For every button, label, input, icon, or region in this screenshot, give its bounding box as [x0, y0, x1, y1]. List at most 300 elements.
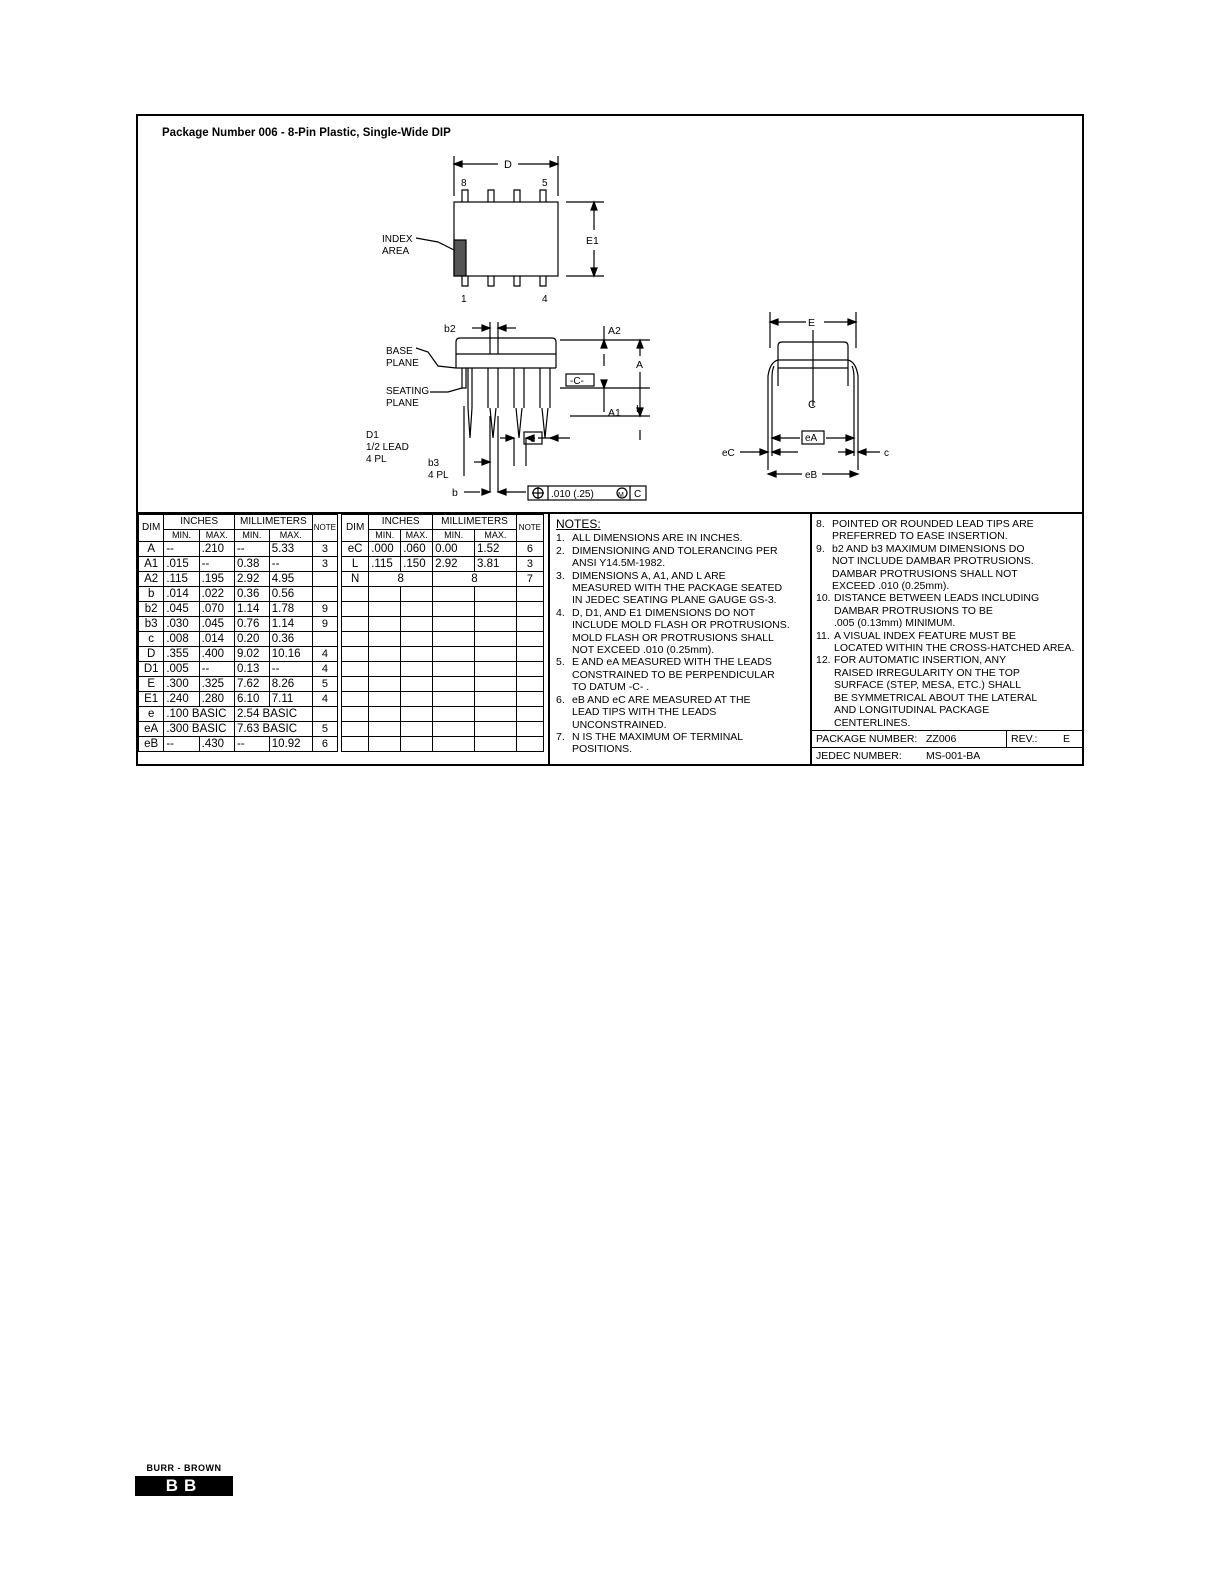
note-number: 3. — [556, 569, 565, 582]
table-row — [342, 662, 544, 677]
dim-header: DIM — [139, 515, 164, 542]
table-row — [342, 722, 544, 737]
inches-min-cell: .000 — [369, 542, 401, 557]
note-cell: 5 — [312, 677, 337, 692]
empty-cell — [401, 632, 433, 647]
empty-cell — [369, 707, 401, 722]
dim-cell: b3 — [139, 617, 164, 632]
table-row — [139, 662, 338, 677]
empty-cell — [433, 617, 475, 632]
mm-min-cell: -- — [234, 737, 269, 752]
mm-min-cell: -- — [234, 542, 269, 557]
note-text: A VISUAL INDEX FEATURE MUST BE LOCATED WITHIN THE CROSS-HATCHED AREA. — [834, 629, 1075, 655]
empty-cell — [433, 677, 475, 692]
empty-cell — [401, 722, 433, 737]
table-row — [342, 572, 544, 587]
inches-max-cell: .070 — [199, 602, 234, 617]
table-row — [342, 557, 544, 572]
dim-cell: A1 — [139, 557, 164, 572]
dim-header: DIM — [342, 515, 369, 542]
note-text: FOR AUTOMATIC INSERTION, ANY RAISED IRREGULARITY ON THE TOP SURFACE (STEP, MESA, ETC.) SHALL BE SYMMETRICAL ABOUT THE LATERAL AND LONGITUDINAL PACKAGE CENTERLINES. — [834, 654, 1038, 729]
label-d1-line1: D1 — [366, 430, 379, 441]
empty-cell — [475, 722, 517, 737]
note-text: ALL DIMENSIONS ARE IN INCHES. — [572, 532, 743, 545]
label-pin8: 8 — [461, 178, 467, 189]
label-e: E — [808, 317, 816, 329]
note-number: 2. — [556, 544, 565, 557]
dimension-table-left — [138, 514, 338, 752]
dim-cell: A2 — [139, 572, 164, 587]
inches-max-cell: .014 — [199, 632, 234, 647]
empty-cell — [475, 692, 517, 707]
mm-basic-cell: 7.63 BASIC — [234, 722, 312, 737]
note-cell — [312, 632, 337, 647]
empty-cell — [433, 707, 475, 722]
empty-cell — [342, 617, 369, 632]
note-cell: 4 — [312, 647, 337, 662]
note-number: 10. — [816, 592, 831, 605]
note-number: 6. — [556, 693, 565, 706]
inches-min-cell: .355 — [164, 647, 199, 662]
label-b2: b2 — [444, 323, 456, 335]
inches-max-cell: .325 — [199, 677, 234, 692]
mm-max-cell: 1.14 — [269, 617, 312, 632]
empty-cell — [516, 737, 543, 752]
note-item — [816, 518, 1082, 543]
empty-cell — [342, 692, 369, 707]
note-text: N IS THE MAXIMUM OF TERMINAL POSITIONS. — [572, 730, 744, 756]
table-row — [342, 617, 544, 632]
dim-cell: D — [139, 647, 164, 662]
empty-cell — [401, 662, 433, 677]
note-cell: 5 — [312, 722, 337, 737]
empty-cell — [516, 647, 543, 662]
empty-cell — [401, 617, 433, 632]
inches-min-cell: .008 — [164, 632, 199, 647]
table-row — [342, 737, 544, 752]
label-centerline: C — [808, 399, 816, 411]
inches-max-cell: .045 — [199, 617, 234, 632]
inches-max-cell: -- — [199, 557, 234, 572]
note-item — [556, 570, 810, 607]
lead-3 — [514, 368, 524, 438]
table-row — [342, 602, 544, 617]
label-c: c — [884, 448, 889, 459]
empty-cell — [369, 692, 401, 707]
note-item — [816, 654, 1082, 728]
mm-min-cell: 9.02 — [234, 647, 269, 662]
note-cell — [312, 707, 337, 722]
dimension-table-right — [341, 514, 544, 752]
empty-cell — [369, 647, 401, 662]
package-number-value: ZZ006 — [926, 733, 957, 745]
inches-max-cell: .150 — [401, 557, 433, 572]
label-datum-c: -C- — [570, 376, 584, 387]
dim-cell: e — [139, 707, 164, 722]
mm-min-cell: 0.13 — [234, 662, 269, 677]
note-item — [556, 694, 810, 731]
mm-min-cell: 6.10 — [234, 692, 269, 707]
table-row — [342, 587, 544, 602]
table-row — [139, 737, 338, 752]
table-row — [342, 692, 544, 707]
mm-min-cell: 0.00 — [433, 542, 475, 557]
note-item — [556, 656, 810, 693]
mm-max-cell: -- — [269, 662, 312, 677]
note-cell: 9 — [312, 617, 337, 632]
empty-cell — [369, 662, 401, 677]
logo-brand-text: BURR - BROWN — [146, 1463, 222, 1473]
empty-cell — [475, 632, 517, 647]
mm-max-cell: 10.16 — [269, 647, 312, 662]
empty-cell — [516, 617, 543, 632]
empty-cell — [342, 707, 369, 722]
empty-cell — [516, 632, 543, 647]
label-d: D — [504, 159, 512, 171]
label-e1: E1 — [586, 235, 599, 247]
label-tolerance: .010 (.25) — [551, 489, 594, 500]
note-cell — [312, 572, 337, 587]
empty-cell — [475, 647, 517, 662]
table-row — [139, 647, 338, 662]
side-view-body — [456, 338, 556, 354]
millimeters-header: MILLIMETERS — [433, 515, 517, 530]
mm-min-header: MIN. — [433, 530, 475, 542]
note-number: 12. — [816, 654, 831, 667]
empty-cell — [369, 617, 401, 632]
label-pin4: 4 — [542, 294, 548, 305]
empty-cell — [401, 647, 433, 662]
label-e-pitch: e — [530, 434, 536, 445]
inches-min-cell: .005 — [164, 662, 199, 677]
inches-min-header: MIN. — [164, 530, 199, 542]
end-view — [740, 312, 880, 477]
mm-max-cell: 0.36 — [269, 632, 312, 647]
note-number: 8. — [816, 518, 825, 530]
label-l: L — [636, 403, 642, 415]
note-number: 1. — [556, 532, 565, 545]
label-d1-line2: 1/2 LEAD — [366, 442, 409, 453]
dimension-section — [138, 512, 1082, 766]
inches-min-cell: -- — [164, 542, 199, 557]
table-row — [139, 677, 338, 692]
empty-cell — [433, 692, 475, 707]
dim-cell: eC — [342, 542, 369, 557]
top-view — [416, 156, 604, 286]
note-text: E AND eA MEASURED WITH THE LEADS CONSTRAINED TO BE PERPENDICULAR TO DATUM -C- . — [572, 656, 775, 694]
table-row — [342, 707, 544, 722]
inches-min-cell: .240 — [164, 692, 199, 707]
table-row — [139, 602, 338, 617]
inches-max-cell: .280 — [199, 692, 234, 707]
inches-max-cell: .430 — [199, 737, 234, 752]
inches-min-cell: .015 — [164, 557, 199, 572]
dim-cell: A — [139, 542, 164, 557]
table-row — [139, 692, 338, 707]
label-seating-plane-line2: PLANE — [386, 398, 419, 409]
mm-min-cell: 2.92 — [234, 572, 269, 587]
empty-cell — [433, 737, 475, 752]
label-b3-line1: b3 — [428, 458, 440, 469]
empty-cell — [433, 587, 475, 602]
label-base-plane-line1: BASE — [386, 346, 413, 357]
label-ea: eA — [805, 433, 818, 444]
note-cell: 3 — [312, 542, 337, 557]
millimeters-header: MILLIMETERS — [234, 515, 312, 530]
note-text: DISTANCE BETWEEN LEADS INCLUDING DAMBAR PROTRUSIONS TO BE .005 (0.13mm) MINIMUM. — [834, 592, 1040, 630]
package-outline-drawing — [138, 116, 1082, 514]
note-cell — [312, 587, 337, 602]
empty-cell — [516, 587, 543, 602]
table-row — [139, 707, 338, 722]
note-cell: 4 — [312, 692, 337, 707]
inches-max-cell: .060 — [401, 542, 433, 557]
dim-cell: eB — [139, 737, 164, 752]
mm-min-cell: 0.36 — [234, 587, 269, 602]
inches-max-cell: .210 — [199, 542, 234, 557]
label-a1: A1 — [608, 407, 621, 419]
dim-cell: b2 — [139, 602, 164, 617]
empty-cell — [516, 602, 543, 617]
note-number: 7. — [556, 730, 565, 743]
empty-cell — [475, 602, 517, 617]
empty-cell — [369, 632, 401, 647]
empty-cell — [342, 632, 369, 647]
label-eb: eB — [805, 470, 818, 481]
label-base-plane-line2: PLANE — [386, 358, 419, 369]
empty-cell — [369, 602, 401, 617]
dim-cell: D1 — [139, 662, 164, 677]
note-number: 9. — [816, 542, 825, 555]
note-cell: 6 — [516, 542, 543, 557]
note-text: D, D1, AND E1 DIMENSIONS DO NOT INCLUDE MOLD FLASH OR PROTRUSIONS. MOLD FLASH OR PROTRUSIONS SHALL NOT EXCEED .010 (0.25mm). — [572, 606, 790, 657]
empty-cell — [401, 587, 433, 602]
inches-min-cell: .300 — [164, 677, 199, 692]
inches-header: INCHES — [164, 515, 235, 530]
empty-cell — [401, 707, 433, 722]
empty-cell — [433, 632, 475, 647]
note-number: 4. — [556, 606, 565, 619]
inches-min-cell: .014 — [164, 587, 199, 602]
note-cell: 4 — [312, 662, 337, 677]
inches-min-cell: -- — [164, 737, 199, 752]
revision-label: REV.: — [1006, 731, 1051, 747]
table-row — [139, 722, 338, 737]
dim-cell: E1 — [139, 692, 164, 707]
mm-max-header: MAX. — [475, 530, 517, 542]
dim-cell: N — [342, 572, 369, 587]
notes-list — [556, 532, 810, 755]
mm-min-cell: 0.20 — [234, 632, 269, 647]
mm-max-cell: 0.56 — [269, 587, 312, 602]
mm-min-cell: 1.14 — [234, 602, 269, 617]
dim-cell: eA — [139, 722, 164, 737]
note-number: 11. — [816, 629, 830, 642]
empty-cell — [433, 722, 475, 737]
inches-header: INCHES — [369, 515, 433, 530]
label-b: b — [452, 487, 458, 499]
label-tolerance-m: M — [618, 492, 624, 499]
empty-cell — [369, 737, 401, 752]
drawing-title: Package Number 006 - 8-Pin Plastic, Single-Wide DIP — [162, 127, 451, 139]
label-d1-line3: 4 PL — [366, 454, 387, 465]
mm-max-cell: -- — [269, 557, 312, 572]
table-row — [342, 542, 544, 557]
note-cell: 3 — [516, 557, 543, 572]
inches-max-header: MAX. — [199, 530, 234, 542]
package-drawing-sheet — [136, 114, 1084, 766]
dim-cell: E — [139, 677, 164, 692]
empty-cell — [342, 737, 369, 752]
mm-max-cell: 4.95 — [269, 572, 312, 587]
mm-min-header: MIN. — [234, 530, 269, 542]
logo-mark: BB — [135, 1476, 233, 1496]
label-pin1: 1 — [461, 294, 467, 305]
empty-cell — [342, 677, 369, 692]
empty-cell — [433, 647, 475, 662]
inches-min-cell: .115 — [369, 557, 401, 572]
inches-max-cell: -- — [199, 662, 234, 677]
table-row — [342, 632, 544, 647]
empty-cell — [516, 677, 543, 692]
jedec-number-label: JEDEC NUMBER: — [816, 750, 902, 762]
empty-cell — [369, 677, 401, 692]
mm-min-cell: 0.38 — [234, 557, 269, 572]
note-item — [556, 532, 810, 544]
empty-cell — [342, 722, 369, 737]
note-item — [816, 543, 1082, 593]
empty-cell — [475, 677, 517, 692]
dim-cell: L — [342, 557, 369, 572]
notes-continued-panel — [812, 514, 1082, 766]
inches-min-cell: .030 — [164, 617, 199, 632]
inches-min-cell: .045 — [164, 602, 199, 617]
note-item — [556, 607, 810, 657]
inches-min-header: MIN. — [369, 530, 401, 542]
inches-max-cell: .022 — [199, 587, 234, 602]
note-cell: 7 — [516, 572, 543, 587]
inches-span-cell: 8 — [369, 572, 433, 587]
empty-cell — [516, 662, 543, 677]
label-seating-plane-line1: SEATING — [386, 386, 430, 397]
mm-max-cell: 8.26 — [269, 677, 312, 692]
revision-value: E — [1062, 733, 1070, 745]
burr-brown-logo — [135, 1463, 233, 1497]
label-a2: A2 — [608, 325, 621, 337]
inches-basic-cell: .300 BASIC — [164, 722, 235, 737]
empty-cell — [475, 662, 517, 677]
notes-panel — [548, 514, 812, 766]
label-index-area-line1: INDEX — [382, 234, 413, 245]
label-b3-line2: 4 PL — [428, 470, 449, 481]
mm-max-cell: 5.33 — [269, 542, 312, 557]
inches-max-header: MAX. — [401, 530, 433, 542]
note-text: DIMENSIONS A, A1, AND L ARE MEASURED WITH THE PACKAGE SEATED IN JEDEC SEATING PLANE GAUGE GS-3. — [572, 569, 783, 607]
mm-max-cell: 1.78 — [269, 602, 312, 617]
note-item — [556, 545, 810, 570]
empty-cell — [401, 737, 433, 752]
note-item — [556, 731, 810, 756]
package-info-box — [812, 730, 1082, 766]
table-row — [139, 572, 338, 587]
mm-max-header: MAX. — [269, 530, 312, 542]
table-row — [342, 647, 544, 662]
note-cell: 3 — [312, 557, 337, 572]
empty-cell — [516, 692, 543, 707]
empty-cell — [401, 677, 433, 692]
index-area-hatch — [454, 240, 466, 276]
inches-min-cell: .115 — [164, 572, 199, 587]
empty-cell — [475, 587, 517, 602]
top-view-body — [454, 202, 558, 276]
empty-cell — [342, 662, 369, 677]
empty-cell — [369, 587, 401, 602]
note-number: 5. — [556, 656, 565, 669]
table-row — [342, 677, 544, 692]
package-number-label: PACKAGE NUMBER: — [816, 733, 918, 745]
empty-cell — [475, 707, 517, 722]
dim-cell: c — [139, 632, 164, 647]
empty-cell — [433, 662, 475, 677]
label-ec: eC — [722, 448, 735, 459]
empty-cell — [433, 602, 475, 617]
note-cell: 9 — [312, 602, 337, 617]
note-cell: 6 — [312, 737, 337, 752]
mm-max-cell: 3.81 — [475, 557, 517, 572]
empty-cell — [401, 602, 433, 617]
note-text: DIMENSIONING AND TOLERANCING PER ANSI Y14.5M-1982. — [572, 544, 778, 570]
inches-max-cell: .400 — [199, 647, 234, 662]
label-a: A — [636, 359, 644, 371]
mm-max-cell: 10.92 — [269, 737, 312, 752]
empty-cell — [475, 737, 517, 752]
empty-cell — [342, 602, 369, 617]
table-row — [139, 542, 338, 557]
table-row — [139, 587, 338, 602]
mm-span-cell: 8 — [433, 572, 517, 587]
note-item — [816, 592, 1082, 629]
empty-cell — [516, 707, 543, 722]
mm-basic-cell: 2.54 BASIC — [234, 707, 312, 722]
empty-cell — [516, 722, 543, 737]
label-index-area-line2: AREA — [382, 246, 410, 257]
label-tolerance-c: C — [634, 489, 642, 500]
empty-cell — [342, 647, 369, 662]
dim-cell: b — [139, 587, 164, 602]
table-row — [139, 617, 338, 632]
mm-max-cell: 7.11 — [269, 692, 312, 707]
lead-4 — [540, 368, 550, 438]
note-item — [816, 630, 1082, 655]
label-pin5: 5 — [542, 178, 548, 189]
note-text: POINTED OR ROUNDED LEAD TIPS ARE PREFERRED TO EASE INSERTION. — [832, 518, 1034, 543]
note-text: eB AND eC ARE MEASURED AT THE LEAD TIPS WITH THE LEADS UNCONSTRAINED. — [572, 693, 751, 731]
empty-cell — [342, 587, 369, 602]
jedec-number-value: MS-001-BA — [926, 750, 981, 762]
inches-max-cell: .195 — [199, 572, 234, 587]
mm-min-cell: 2.92 — [433, 557, 475, 572]
mm-max-cell: 1.52 — [475, 542, 517, 557]
table-row — [139, 557, 338, 572]
note-text: b2 AND b3 MAXIMUM DIMENSIONS DO NOT INCLUDE DAMBAR PROTRUSIONS. DAMBAR PROTRUSIONS SHALL NOT EXCEED .010 (0.25mm). — [832, 542, 1034, 593]
empty-cell — [401, 692, 433, 707]
table-row — [139, 632, 338, 647]
mm-min-cell: 0.76 — [234, 617, 269, 632]
notes-title: NOTES: — [556, 517, 601, 531]
empty-cell — [369, 722, 401, 737]
empty-cell — [475, 617, 517, 632]
note-header: NOTE — [312, 515, 337, 542]
